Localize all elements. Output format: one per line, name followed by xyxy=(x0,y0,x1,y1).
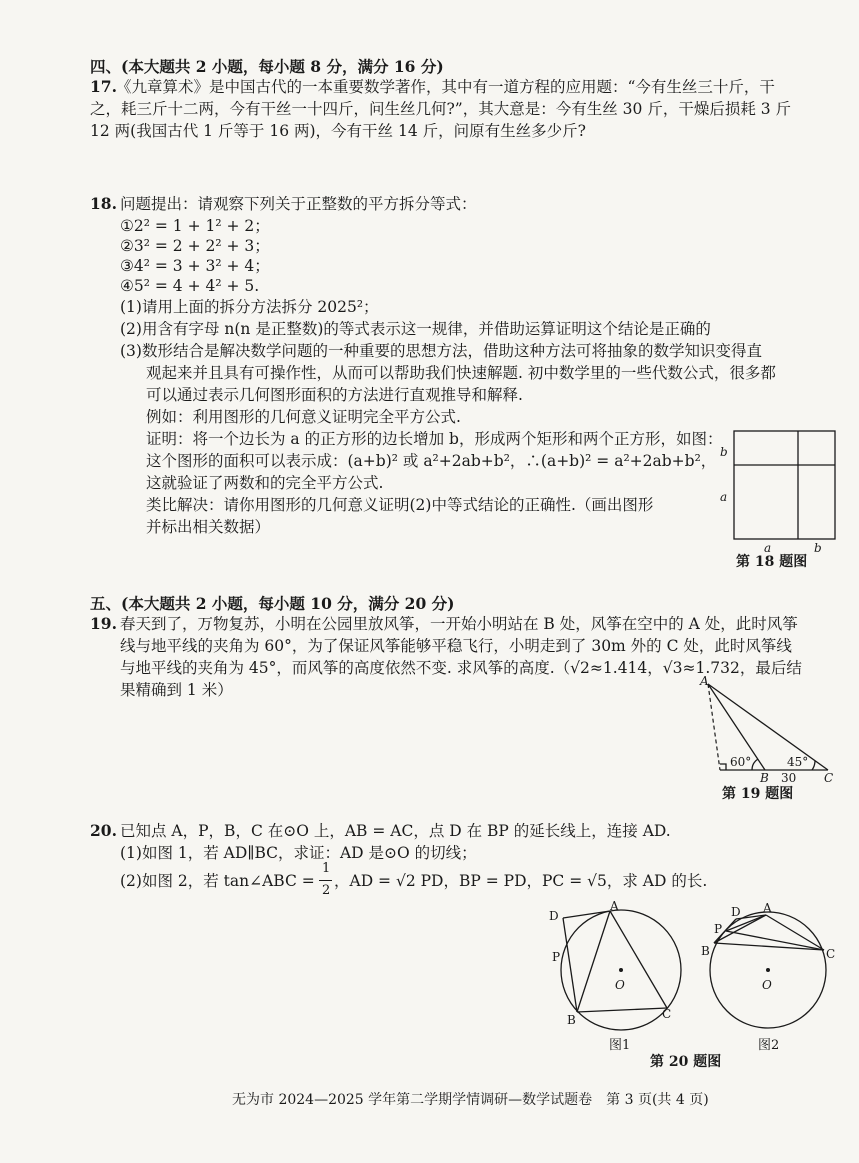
q18-equation-4: ④5² = 4 + 4² + 5. xyxy=(120,277,260,295)
page-footer: 无为市 2024—2025 学年第二学期学情调研—数学试题卷 第 3 页(共 4 页) xyxy=(232,1092,709,1108)
section-5-header: 五、(本大题共 2 小题，每小题 10 分，满分 20 分) xyxy=(90,594,455,613)
q18-intro: 问题提出：请观察下列关于正整数的平方拆分等式： xyxy=(120,195,477,213)
q17-line-2: 之，耗三斤十二两，今有干丝一十四斤，问生丝几何?”，其大意是：今有生丝 30 斤，干燥后损耗 3 斤 xyxy=(90,100,792,118)
section-4-header: 四、(本大题共 2 小题，每小题 8 分，满分 16 分) xyxy=(90,57,444,76)
q20-figure-2-label: 图2 xyxy=(758,1038,780,1053)
q20-figure-1-label: 图1 xyxy=(609,1038,631,1053)
q19-figure-caption: 第 19 题图 xyxy=(722,786,794,802)
q18-part-2: (2)用含有字母 n(n 是正整数)的等式表示这一规律，并借助运算证明这个结论是正确的 xyxy=(120,320,711,338)
label-a-left: a xyxy=(720,490,728,504)
q18-equation-3: ③4² = 3 + 3² + 4； xyxy=(120,257,270,275)
q18-part-3-line-9: 并标出相关数据） xyxy=(146,518,271,536)
q17-line-3: 12 两(我国古代 1 斤等于 16 两)，今有干丝 14 斤，问原有生丝多少斤? xyxy=(90,122,586,140)
q19-line-2: 线与地平线的夹角为 60°，为了保证风筝能够平稳飞行，小明走到了 30m 外的 C 处，此时风筝线 xyxy=(120,637,792,655)
q20-part-1: (1)如图 1，若 AD∥BC，求证：AD 是⊙O 的切线； xyxy=(120,844,477,862)
q19-number: 19. xyxy=(90,614,117,633)
q20-fraction-bar xyxy=(319,880,332,881)
outer-square xyxy=(734,431,835,539)
label-distance: 30 xyxy=(781,771,797,785)
label-angle-45: 45° xyxy=(787,755,809,769)
label-C: C xyxy=(662,1007,672,1021)
q18-equation-2: ②3² = 2 + 2² + 3； xyxy=(120,237,270,255)
q18-part-3-line-2: 观起来并且具有可操作性，从而可以帮助我们快速解题. 初中数学里的一些代数公式，很多都 xyxy=(146,364,776,382)
q20-number: 20. xyxy=(90,821,117,840)
angle-45-arc xyxy=(812,761,815,770)
q18-part-3-line-5: 证明：将一个边长为 a 的正方形的边长增加 b，形成两个矩形和两个正方形，如图： xyxy=(146,430,723,448)
segment-AB xyxy=(577,911,610,1012)
segment-DA xyxy=(563,911,610,918)
q18-part-3-line-6: 这个图形的面积可以表示成：(a+b)² 或 a²+2ab+b²，∴(a+b)² = a²+2ab+b²， xyxy=(146,452,717,470)
label-P: P xyxy=(552,950,561,964)
q18-figure-caption: 第 18 题图 xyxy=(736,554,808,570)
q18-part-3-line-1: (3)数形结合是解决数学问题的一种重要的思想方法，借助这种方法可将抽象的数学知识变得直 xyxy=(120,342,762,360)
label-P: P xyxy=(714,922,723,936)
label-D: D xyxy=(549,909,559,923)
label-A: A xyxy=(700,674,709,688)
segment-AC xyxy=(610,911,667,1008)
center-point xyxy=(766,968,770,972)
q20-fraction-numerator: 1 xyxy=(322,861,331,876)
q17-line-1: 《九章算术》是中国古代的一本重要数学著作，其中有一道方程的应用题：“今有生丝三十斤，干 xyxy=(116,78,775,96)
q20-part-2-post: ，AD = √2 PD，BP = PD，PC = √5，求 AD 的长. xyxy=(334,872,708,890)
q20-figure-1 xyxy=(545,900,695,1040)
angle-60-arc xyxy=(752,759,758,770)
q18-equation-1: ①2² = 1 + 1² + 2； xyxy=(120,217,270,235)
label-B: B xyxy=(760,771,769,785)
label-B: B xyxy=(567,1013,576,1027)
label-O: O xyxy=(615,978,625,992)
center-point xyxy=(619,968,623,972)
q19-kite-diagram xyxy=(700,675,840,785)
label-B: B xyxy=(701,944,710,958)
q18-square-diagram xyxy=(710,425,840,555)
q20-figure-caption: 第 20 题图 xyxy=(650,1054,722,1070)
label-A: A xyxy=(763,901,772,915)
q19-line-1: 春天到了，万物复苏，小明在公园里放风筝，一开始小明站在 B 处，风筝在空中的 A 处，此时风筝 xyxy=(120,615,798,633)
segment-BC xyxy=(577,1008,667,1012)
q20-part-2-pre: (2)如图 2，若 tan∠ABC = xyxy=(120,872,315,890)
q20-line-1: 已知点 A，P，B，C 在⊙O 上，AB = AC，点 D 在 BP 的延长线上，连接 AD. xyxy=(120,822,671,840)
q19-line-3: 与地平线的夹角为 45°，而风筝的高度依然不变. 求风筝的高度.（√2≈1.414，√3≈1.732，最后结 xyxy=(120,659,802,677)
q18-part-3-line-7: 这就验证了两数和的完全平方公式. xyxy=(146,474,384,492)
q20-figure-2 xyxy=(700,900,845,1040)
q17-number: 17. xyxy=(90,77,117,96)
height-dashed-line xyxy=(708,684,720,770)
q18-part-3-line-8: 类比解决：请你用图形的几何意义证明(2)中等式结论的正确性.（画出图形 xyxy=(146,496,654,514)
label-D: D xyxy=(731,905,741,919)
label-a-bottom: a xyxy=(764,541,772,555)
label-O: O xyxy=(762,978,772,992)
q18-part-3-line-4: 例如：利用图形的几何意义证明完全平方公式. xyxy=(146,408,461,426)
kite-line-AC xyxy=(708,684,828,770)
label-C: C xyxy=(826,947,836,961)
label-b-left: b xyxy=(720,445,728,459)
q20-fraction-denominator: 2 xyxy=(322,883,331,898)
q18-part-1: (1)请用上面的拆分方法拆分 2025²； xyxy=(120,298,379,316)
q18-part-3-line-3: 可以通过表示几何图形面积的方法进行直观推导和解释. xyxy=(146,386,523,404)
label-A: A xyxy=(610,899,619,913)
label-C: C xyxy=(824,771,834,785)
label-angle-60: 60° xyxy=(730,755,752,769)
q18-number: 18. xyxy=(90,194,117,213)
label-b-bottom: b xyxy=(814,541,822,555)
q19-line-4: 果精确到 1 米） xyxy=(120,681,233,699)
right-angle-mark xyxy=(720,764,726,770)
